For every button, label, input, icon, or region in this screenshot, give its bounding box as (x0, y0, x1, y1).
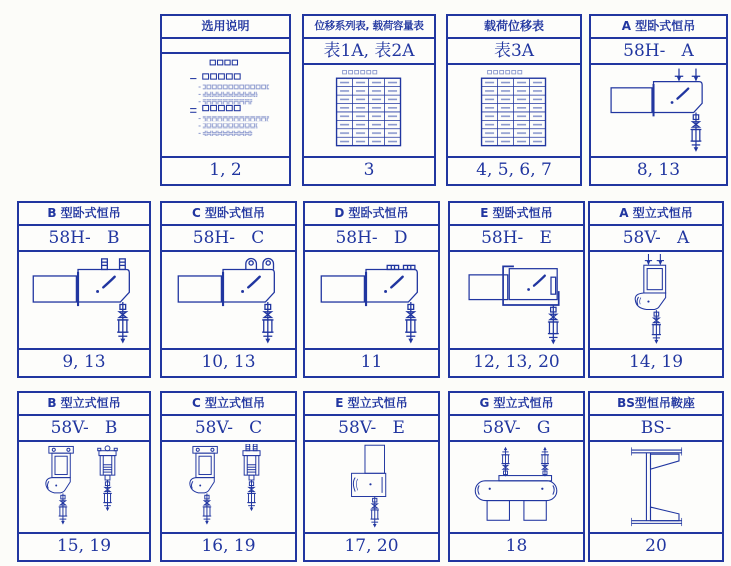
type-g-vertical-hanger-diagram (450, 442, 583, 532)
bs-saddle-diagram (590, 442, 722, 532)
card-page-numbers: 4, 5, 6, 7 (448, 156, 580, 184)
card-page-numbers: 8, 13 (591, 156, 726, 184)
card-subtitle: 58H- A (591, 39, 726, 65)
card-title: G 型立式恒吊 (450, 393, 583, 416)
card-subtitle: BS- (590, 416, 722, 442)
card-title: 选用说明 (162, 16, 289, 39)
card-load-displacement-table (446, 14, 582, 186)
card-subtitle (162, 39, 289, 54)
card-title: A 型立式恒吊 (590, 203, 722, 226)
card-subtitle: 58V- E (305, 416, 438, 442)
card-subtitle: 表1A, 表2A (304, 39, 434, 65)
card-title: B 型立式恒吊 (19, 393, 149, 416)
card-title: C 型立式恒吊 (162, 393, 295, 416)
card-type-b-vertical (17, 391, 151, 562)
card-subtitle: 58V- B (19, 416, 149, 442)
card-subtitle: 58H- B (19, 226, 149, 252)
card-bs-saddle (588, 391, 724, 562)
card-page-numbers: 11 (305, 348, 438, 376)
card-type-c-vertical (160, 391, 297, 562)
card-page-numbers: 10, 13 (162, 348, 295, 376)
card-displacement-series-table (302, 14, 436, 186)
card-title: 位移系列表, 载荷容量表 (304, 16, 434, 39)
card-page-numbers: 14, 19 (590, 348, 722, 376)
type-a-vertical-hanger-diagram (590, 252, 722, 348)
card-type-b-horizontal (17, 201, 151, 378)
card-page-numbers: 1, 2 (162, 156, 289, 184)
card-title: B 型卧式恒吊 (19, 203, 149, 226)
card-page-numbers: 20 (590, 532, 722, 560)
card-page-numbers: 16, 19 (162, 532, 295, 560)
card-subtitle: 58H- C (162, 226, 295, 252)
data-table-sketch (304, 65, 434, 156)
card-page-numbers: 12, 13, 20 (450, 348, 583, 376)
type-c-horizontal-hanger-diagram (162, 252, 295, 348)
card-page-numbers: 9, 13 (19, 348, 149, 376)
type-a-horizontal-hanger-diagram (591, 65, 726, 156)
type-b-vertical-hanger-diagram (19, 442, 149, 532)
card-page-numbers: 18 (450, 532, 583, 560)
card-subtitle: 58V- A (590, 226, 722, 252)
type-e-vertical-hanger-diagram (305, 442, 438, 532)
card-title: A 型卧式恒吊 (591, 16, 726, 39)
card-title: C 型卧式恒吊 (162, 203, 295, 226)
card-title: E 型立式恒吊 (305, 393, 438, 416)
card-type-e-horizontal (448, 201, 585, 378)
card-subtitle: 58V- G (450, 416, 583, 442)
card-title: BS型恒吊鞍座 (590, 393, 722, 416)
card-type-a-vertical (588, 201, 724, 378)
type-c-vertical-hanger-diagram (162, 442, 295, 532)
card-page-numbers: 15, 19 (19, 532, 149, 560)
card-type-d-horizontal (303, 201, 440, 378)
card-title: 载荷位移表 (448, 16, 580, 39)
card-type-c-horizontal (160, 201, 297, 378)
card-selection-notes (160, 14, 291, 186)
data-table-sketch (448, 65, 580, 156)
selection-notes-text-sketch (162, 54, 289, 156)
card-title: D 型卧式恒吊 (305, 203, 438, 226)
card-subtitle: 表3A (448, 39, 580, 65)
card-subtitle: 58H- D (305, 226, 438, 252)
type-d-horizontal-hanger-diagram (305, 252, 438, 348)
card-subtitle: 58V- C (162, 416, 295, 442)
card-subtitle: 58H- E (450, 226, 583, 252)
card-page-numbers: 17, 20 (305, 532, 438, 560)
card-type-e-vertical (303, 391, 440, 562)
type-e-horizontal-hanger-diagram (450, 252, 583, 348)
type-b-horizontal-hanger-diagram (19, 252, 149, 348)
card-title: E 型卧式恒吊 (450, 203, 583, 226)
card-type-g-vertical (448, 391, 585, 562)
card-page-numbers: 3 (304, 156, 434, 184)
card-type-a-horizontal (589, 14, 728, 186)
